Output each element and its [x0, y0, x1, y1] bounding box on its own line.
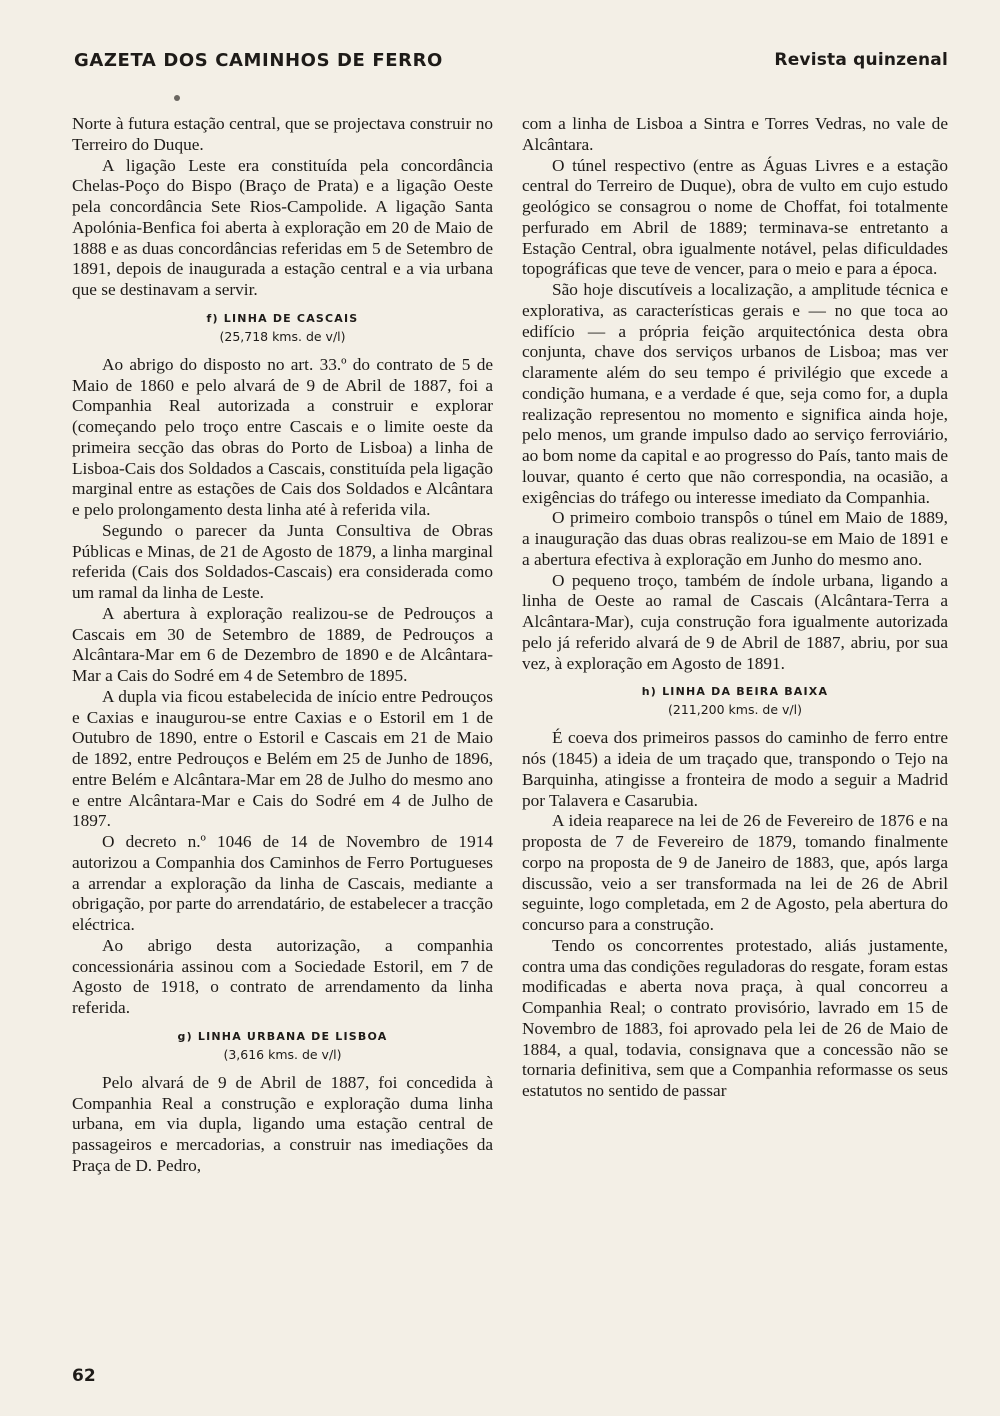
paragraph: Ao abrigo do disposto no art. 33.º do contrato de 5 de Maio de 1860 e pelo alvará de 9 de Abril de 1887, foi a Companhia Real autorizada a construir e explorar (começando pelo troço entre Cascais e o limite oeste da primeira secção das obras do Porto de Lisboa) a linha de Lisboa-Cais dos Soldados a Cascais, constituída pela ligação marginal entre as estações de Cais dos Soldados e Alcântara e pelo prolongamento desta linha até à referida vila.	[72, 354, 493, 519]
paragraph: É coeva dos primeiros passos do caminho de ferro entre nós (1845) a ideia de um traçado que, transpondo o Tejo na Barquinha, atingisse a fronteira de modo a seguir a Madrid por Talavera e Casarubia.	[522, 728, 948, 810]
section-heading-cascais: f) LINHA DE CASCAIS	[206, 311, 359, 325]
paragraph: O túnel respectivo (entre as Águas Livres e a estação central do Terreiro de Duque), obra de vulto em cujo estudo geológico se consagrou o nome de Choffat, foi totalmente perfurado em Abril de 1889; terminava-se entretanto a Estação Central, obra igualmente notável, pelas dificuldades topográficas que teve de vencer, para o meio e para a época.	[522, 155, 948, 279]
journal-title: GAZETA DOS CAMINHOS DE FERRO	[74, 50, 443, 71]
paragraph: O primeiro comboio transpôs o túnel em Maio de 1889, a inauguração das duas obras realizou-se em Maio de 1891 e a abertura efectiva à exploração em Junho do mesmo ano.	[522, 508, 948, 569]
section-length-beira-baixa: (211,200 kms. de v/l)	[668, 702, 802, 718]
left-column	[72, 114, 493, 1177]
paragraph: Tendo os concorrentes protestado, aliás justamente, contra uma das condições reguladoras do resgate, foram estas modificadas e aberta nova praça, à qual concorreu a Companhia Real; o contrato provisório, lavrado em 15 de Novembro de 1883, foi aprovado pela lei de 26 de Maio de 1884, a qual, todavia, consignava que a concessão não se tornaria definitiva, sem que a Companhia reformasse os seus estatutos no sentido de passar	[522, 935, 948, 1100]
paragraph: A ideia reaparece na lei de 26 de Fevereiro de 1876 e na proposta de 7 de Fevereiro de 1879, tomando finalmente corpo na proposta de 9 de Janeiro de 1883, que, após larga discussão, veio a ser transformada na lei de 26 de Abril seguinte, logo completada, em 2 de Agosto, pela abertura do concurso para a construção.	[522, 811, 948, 934]
running-header	[74, 50, 948, 78]
journal-subtitle: Revista quinzenal	[774, 50, 948, 70]
section-heading-urbana-lisboa: g) LINHA URBANA DE LISBOA	[177, 1029, 388, 1043]
paragraph: Segundo o parecer da Junta Consultiva de Obras Públicas e Minas, de 21 de Agosto de 1879, a linha marginal referida (Cais dos Soldados-Cascais) era considerada como um ramal da linha de Leste.	[72, 520, 493, 602]
right-column	[522, 114, 948, 1102]
paragraph: A ligação Leste era constituída pela concordância Chelas-Poço do Bispo (Braço de Prata) e a ligação Oeste pela concordância Sete Rios-Campolide. A ligação Santa Apolónia-Benfica foi aberta à exploração em 20 de Maio de 1888 e as duas concordâncias referidas em 5 de Setembro de 1891, depois de inaugurada a estação central e a via urbana que se destinavam a servir.	[72, 155, 493, 299]
paragraph: São hoje discutíveis a localização, a amplitude técnica e explorativa, as características gerais e — no que toca ao edifício — a própria feição arquitectónica desta obra conjunta, chave dos serviços urbanos de Lisboa; mas ver claramente além do seu tempo é privilégio que excede a condição humana, e a verdade é que, seja como for, a dupla realização representou no momento e significa ainda hoje, pelo menos, um grande impulso dado ao serviço ferroviário, ao bom nome da capital e ao progresso do País, tanto mais de louvar, quanto é certo que não correspondia, na ocasião, a exigências do tráfego ou interesse imediato da Companhia.	[522, 280, 948, 507]
paragraph: com a linha de Lisboa a Sintra e Torres Vedras, no vale de Alcântara.	[522, 114, 948, 154]
paragraph: Norte à futura estação central, que se projectava construir no Terreiro do Duque.	[72, 114, 493, 154]
paragraph: Ao abrigo desta autorização, a companhia concessionária assinou com a Sociedade Estoril, em 7 de Agosto de 1918, o contrato de arrendamento da linha referida.	[72, 935, 493, 1017]
decorative-dot	[174, 95, 180, 101]
page-number: 62	[72, 1366, 96, 1386]
section-length-urbana-lisboa: (3,616 kms. de v/l)	[223, 1046, 342, 1062]
paragraph: O pequeno troço, também de índole urbana, ligando a linha de Oeste ao ramal de Cascais (Alcântara-Terra a Alcântara-Mar), cuja construção fora igualmente autorizada pelo já referido alvará de 9 de Abril de 1887, abriu, por sua vez, à exploração em Agosto de 1891.	[522, 570, 948, 673]
section-heading-beira-baixa: h) LINHA DA BEIRA BAIXA	[641, 685, 829, 699]
paragraph: A abertura à exploração realizou-se de Pedrouços a Cascais em 30 de Setembro de 1889, de Pedrouços a Alcântara-Mar em 6 de Dezembro de 1890 e de Alcântara-Mar a Cais do Sodré em 4 de Setembro de 1895.	[72, 603, 493, 685]
section-length-cascais: (25,718 kms. de v/l)	[219, 328, 346, 344]
paragraph: O decreto n.º 1046 de 14 de Novembro de 1914 autorizou a Companhia dos Caminhos de Ferro Portugueses a arrendar a exploração da linha de Cascais, mediante a obrigação, por parte do arrendatário, de estabelecer a tracção eléctrica.	[72, 832, 493, 934]
paragraph: A dupla via ficou estabelecida de início entre Pedrouços e Caxias e inaugurou-se entre Caxias e o Estoril em 1 de Outubro de 1890, entre o Estoril e Cascais em 21 de Maio de 1892, entre Pedrouços e Belém em 25 de Junho de 1896, entre Belém e Alcântara-Mar em 28 de Julho do mesmo ano e entre Alcântara-Mar e Cais do Sodré em 4 de Julho de 1897.	[72, 686, 493, 831]
paragraph: Pelo alvará de 9 de Abril de 1887, foi concedida à Companhia Real a construção e exploração duma linha urbana, em via dupla, ligando uma estação central de passageiros e mercadorias, a construir nas imediações da Praça de D. Pedro,	[72, 1072, 493, 1175]
